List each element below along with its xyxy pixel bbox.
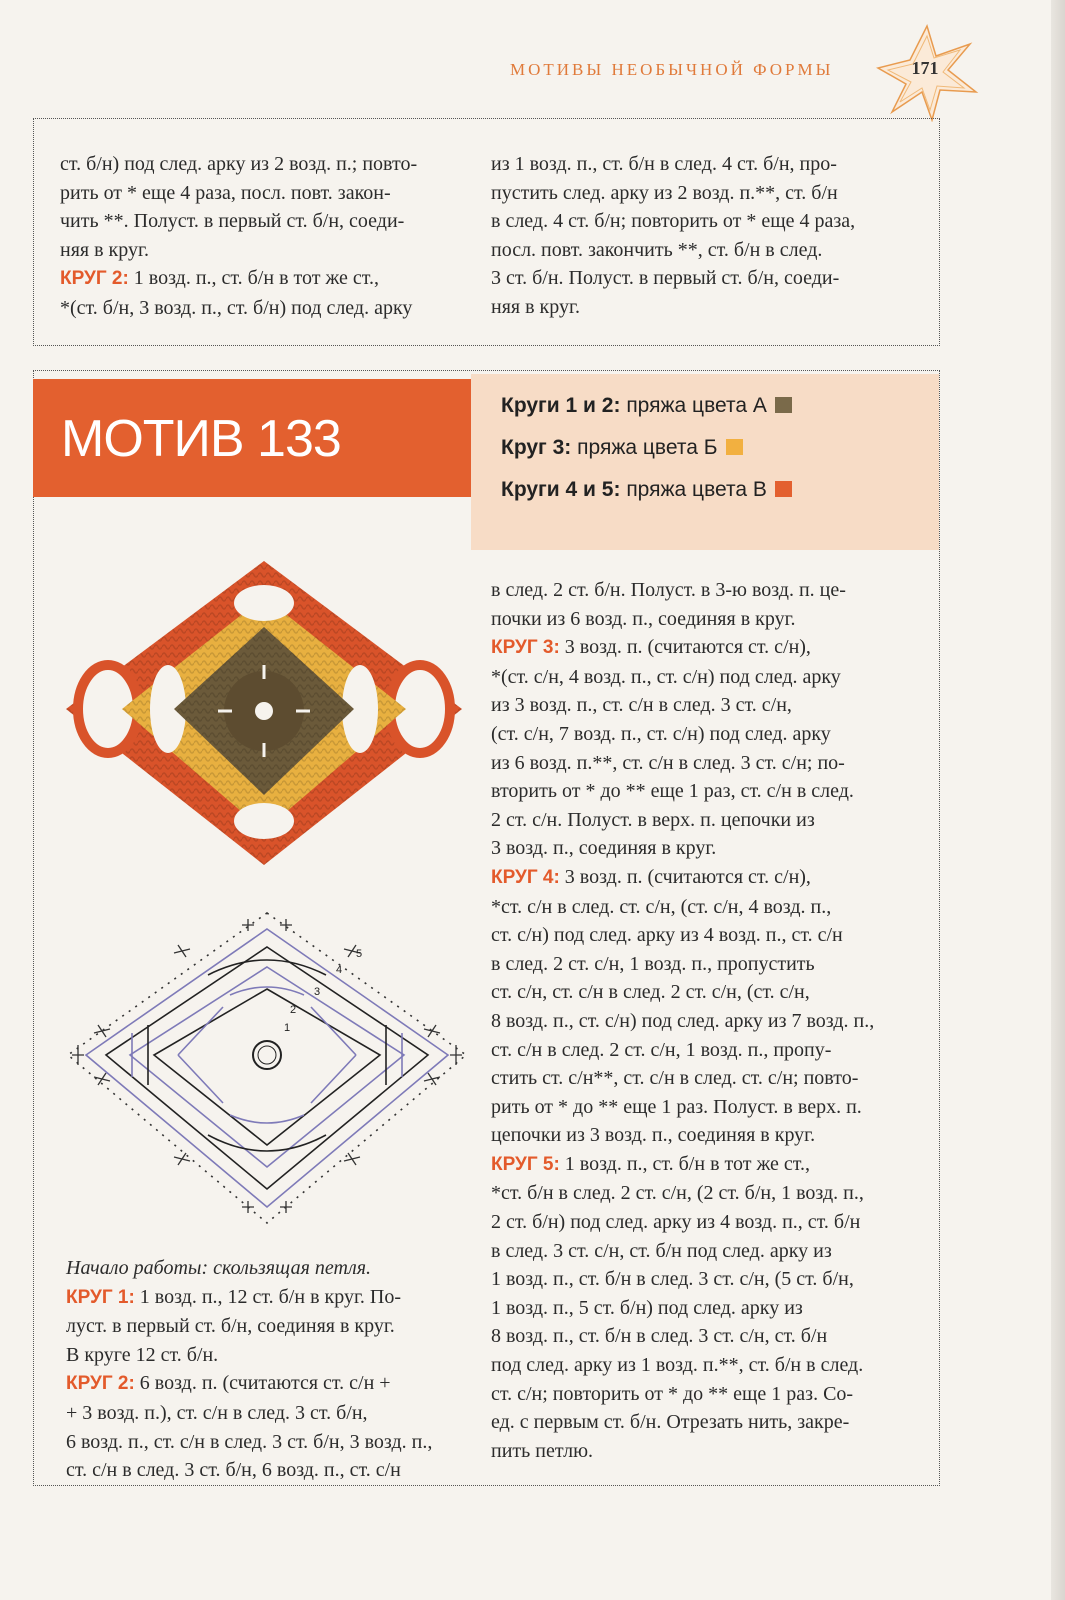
text-line: *ст. б/н в след. 2 ст. с/н, (2 ст. б/н, 1 возд. п., xyxy=(491,1182,864,1205)
motif-photo xyxy=(58,555,470,875)
text-line: в след. 2 ст. б/н. Полуст. в 3-ю возд. п. це- xyxy=(491,579,846,601)
text-line: няя в круг. xyxy=(60,238,149,261)
text-line: 8 возд. п., ст. б/н в след. 3 ст. с/н, ст. б/н xyxy=(491,1325,828,1348)
round-number-1: 1 xyxy=(284,1022,291,1034)
text-line: В круге 12 ст. б/н. xyxy=(66,1343,219,1366)
text-line: чить **. Полуст. в первый ст. б/н, соеди- xyxy=(60,210,405,233)
text-line: 3 возд. п. (считаются ст. с/н), xyxy=(559,865,811,888)
text-line: пустить след. арку из 2 возд. п.**, ст. б/н xyxy=(491,181,838,204)
round-number-2: 2 xyxy=(290,1004,297,1016)
text-line: 2 ст. с/н. Полуст. в верх. п. цепочки из xyxy=(491,808,815,831)
top-left-column xyxy=(60,150,462,323)
round-number-4: 4 xyxy=(336,964,343,976)
text-line: ст. с/н в след. 3 ст. б/н, 6 возд. п., ст. с/н xyxy=(66,1459,401,1482)
text-line: 1 возд. п., 5 ст. б/н) под след. арку из xyxy=(491,1296,803,1319)
text-line: няя в круг. xyxy=(491,295,580,318)
text-line: + 3 возд. п.), ст. с/н в след. 3 ст. б/н, xyxy=(66,1401,368,1424)
yarn-label: Круги 4 и 5: xyxy=(501,478,621,501)
text-line: ст. б/н) под след. арку из 2 возд. п.; повто- xyxy=(60,153,418,175)
left-column-text xyxy=(66,1254,466,1485)
yarn-row xyxy=(501,436,743,460)
text-line: цепочки из 3 возд. п., соединяя в круг. xyxy=(491,1124,816,1147)
yarn-text: пряжа цвета Б xyxy=(577,436,718,459)
text-line: ст. с/н в след. 2 ст. с/н, 1 возд. п., пропу- xyxy=(491,1038,832,1061)
text-line: 2 ст. б/н) под след. арку из 4 возд. п., ст. б/н xyxy=(491,1211,861,1234)
crochet-chart-diagram xyxy=(58,905,476,1235)
round-label: КРУГ 4: xyxy=(491,866,560,888)
text-line: 6 возд. п., ст. с/н в след. 3 ст. б/н, 3 возд. п., xyxy=(66,1430,433,1453)
round-label: КРУГ 2: xyxy=(60,268,129,290)
yarn-label: Круг 3: xyxy=(501,436,572,459)
color-a-swatch xyxy=(775,397,792,413)
text-line: посл. повт. закончить **, ст. б/н в след. xyxy=(491,238,823,261)
text-line: в след. 4 ст. б/н; повторить от * еще 4 раза, xyxy=(491,210,856,233)
text-line: из 6 возд. п.**, ст. с/н в след. 3 ст. с/н; по- xyxy=(491,751,845,774)
text-line: *(ст. б/н, 3 возд. п., ст. б/н) под след. арку xyxy=(60,296,413,319)
text-line: 3 ст. б/н. Полуст. в первый ст. б/н, соеди- xyxy=(491,267,840,290)
round-label: КРУГ 5: xyxy=(491,1153,560,1175)
text-line: 1 возд. п., ст. б/н в тот же ст., xyxy=(128,267,380,290)
text-line: под след. арку из 1 возд. п.**, ст. б/н в след. xyxy=(491,1354,864,1377)
text-line: вторить от * до ** еще 1 раз, ст. с/н в след. xyxy=(491,780,854,803)
start-instruction: Начало работы: скользящая петля. xyxy=(66,1257,371,1279)
text-line: ст. с/н, ст. с/н в след. 2 ст. с/н, (ст. с/н, xyxy=(491,981,810,1004)
text-line: 3 возд. п., соединяя в круг. xyxy=(491,837,717,860)
yarn-row xyxy=(501,478,792,502)
text-line: из 1 возд. п., ст. б/н в след. 4 ст. б/н, про- xyxy=(491,153,837,175)
yarn-label: Круги 1 и 2: xyxy=(501,394,621,417)
round-label: КРУГ 1: xyxy=(66,1286,135,1308)
text-line: в след. 2 ст. с/н, 1 возд. п., пропустить xyxy=(491,952,815,975)
text-line: (ст. с/н, 7 возд. п., ст. с/н) под след. арку xyxy=(491,722,831,745)
color-c-swatch xyxy=(775,481,792,497)
yarn-text: пряжа цвета В xyxy=(626,478,767,501)
text-line: почки из 6 возд. п., соединяя в круг. xyxy=(491,607,796,630)
text-line: 3 возд. п. (считаются ст. с/н), xyxy=(559,636,811,659)
text-line: луст. в первый ст. б/н, соединяя в круг. xyxy=(66,1315,395,1338)
page-number: 171 xyxy=(911,58,939,78)
text-line: 1 возд. п., ст. б/н в тот же ст., xyxy=(559,1152,811,1175)
round-label: КРУГ 2: xyxy=(66,1373,135,1395)
yarn-row xyxy=(501,394,792,418)
running-head: МОТИВЫ НЕОБЫЧНОЙ ФОРМЫ xyxy=(510,60,834,79)
color-b-swatch xyxy=(726,439,743,455)
motif-title: МОТИВ 133 xyxy=(61,410,341,468)
text-line: *(ст. с/н, 4 возд. п., ст. с/н) под след. арку xyxy=(491,665,841,688)
text-line: *ст. с/н в след. ст. с/н, (ст. с/н, 4 возд. п., xyxy=(491,895,832,918)
yarn-text: пряжа цвета А xyxy=(626,394,767,417)
top-right-column xyxy=(491,150,893,322)
motif-title-banner xyxy=(33,379,471,497)
text-line: 1 возд. п., ст. б/н в след. 3 ст. с/н, (5 ст. б/н, xyxy=(491,1268,854,1291)
right-column-text xyxy=(491,576,895,1465)
text-line: в след. 3 ст. с/н, ст. б/н под след. арку из xyxy=(491,1239,832,1262)
text-line: рить от * до ** еще 1 раз. Полуст. в верх. п. xyxy=(491,1095,862,1118)
round-label: КРУГ 3: xyxy=(491,637,560,659)
text-line: из 3 возд. п., ст. с/н в след. 3 ст. с/н, xyxy=(491,694,792,717)
text-line: ед. с первым ст. б/н. Отрезать нить, закре- xyxy=(491,1411,850,1434)
text-line: стить ст. с/н**, ст. с/н в след. ст. с/н; повто- xyxy=(491,1067,859,1090)
text-line: 1 возд. п., 12 ст. б/н в круг. По- xyxy=(134,1285,402,1308)
text-line: пить петлю. xyxy=(491,1439,594,1462)
round-number-5: 5 xyxy=(356,948,363,960)
text-line: 8 возд. п., ст. с/н) под след. арку из 7 возд. п., xyxy=(491,1009,875,1032)
text-line: 6 возд. п. (считаются ст. с/н + xyxy=(134,1372,391,1395)
text-line: рить от * еще 4 раза, посл. повт. закон- xyxy=(60,181,391,204)
page-edge xyxy=(1051,0,1065,1600)
yarn-legend-box xyxy=(471,374,939,550)
text-line: ст. с/н; повторить от * до ** еще 1 раз. Со- xyxy=(491,1382,854,1405)
text-line: ст. с/н) под след. арку из 4 возд. п., ст. с/н xyxy=(491,924,843,947)
round-number-3: 3 xyxy=(314,986,321,998)
